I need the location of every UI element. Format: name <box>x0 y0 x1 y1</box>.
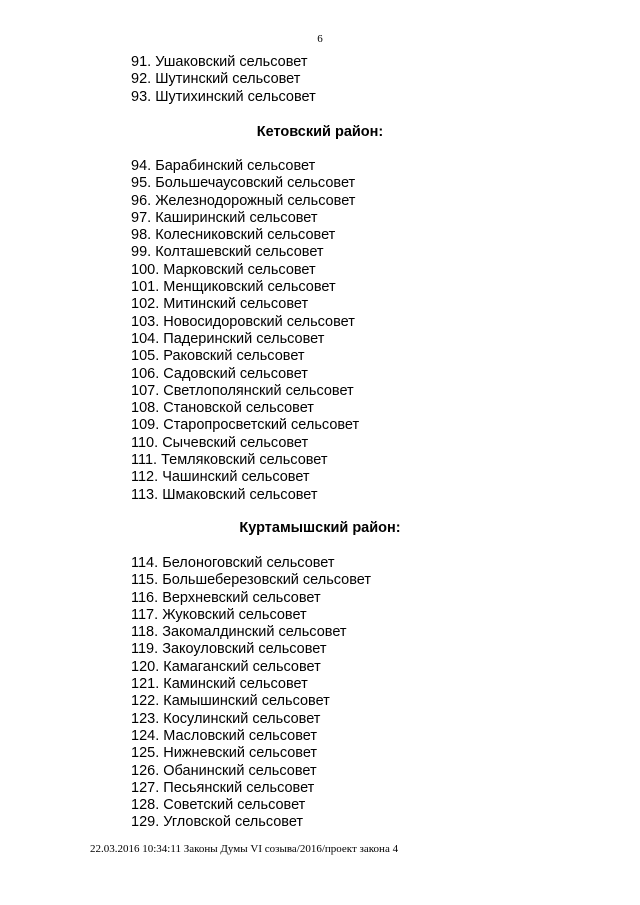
settlement-item <box>131 659 371 676</box>
settlement-item <box>131 763 371 780</box>
item-number: 127. <box>131 779 160 796</box>
section-heading-ketovsky: Кетовский район: <box>256 124 384 140</box>
item-number: 111. <box>131 452 158 469</box>
settlement-item <box>131 210 359 227</box>
settlement-item <box>131 71 316 88</box>
settlement-item <box>131 745 371 762</box>
item-number: 121. <box>131 676 160 693</box>
item-number: 93. <box>131 88 152 105</box>
item-number: 102. <box>131 296 160 313</box>
document-footer: 22.03.2016 10:34:11 Законы Думы VI созыва/2016/проект закона 4 <box>90 843 399 855</box>
settlement-name: Камышинский сельсовет <box>163 693 330 710</box>
item-number: 108. <box>131 400 160 417</box>
settlement-name: Ушаковский сельсовет <box>155 54 308 70</box>
item-number: 98. <box>131 227 152 244</box>
settlement-name: Большечаусовский сельсовет <box>155 175 356 192</box>
settlement-item <box>131 296 359 313</box>
item-number: 116. <box>131 589 159 606</box>
settlement-item <box>131 452 359 469</box>
settlement-list-continued <box>131 54 316 106</box>
settlement-item <box>131 797 371 814</box>
item-number: 103. <box>131 313 160 330</box>
settlement-name: Новосидоровский сельсовет <box>163 313 355 330</box>
item-number: 118. <box>131 624 159 641</box>
settlement-name: Каширинский сельсовет <box>155 209 318 226</box>
settlement-name: Становской сельсовет <box>163 400 314 417</box>
settlement-item <box>131 193 359 210</box>
section-heading-kurtamyshsky: Куртамышский район: <box>239 520 401 536</box>
item-number: 91. <box>131 54 152 70</box>
settlement-name: Шутинский сельсовет <box>155 71 301 88</box>
settlement-item <box>131 780 371 797</box>
settlement-item <box>131 641 371 658</box>
item-number: 105. <box>131 348 160 365</box>
item-number: 107. <box>131 382 160 399</box>
settlement-name: Садовский сельсовет <box>163 365 308 382</box>
settlement-name: Закомалдинский сельсовет <box>162 624 347 641</box>
item-number: 119. <box>131 641 159 658</box>
settlement-item <box>131 607 371 624</box>
item-number: 115. <box>131 572 159 589</box>
settlement-item <box>131 400 359 417</box>
item-number: 129. <box>131 814 160 831</box>
settlement-name: Косулинский сельсовет <box>163 710 321 727</box>
page-number: 6 <box>317 33 323 45</box>
settlement-item <box>131 728 371 745</box>
settlement-item <box>131 89 316 106</box>
item-number: 123. <box>131 710 160 727</box>
settlement-name: Большеберезовский сельсовет <box>162 572 372 589</box>
settlement-name: Советский сельсовет <box>163 797 306 814</box>
settlement-name: Шутихинский сельсовет <box>155 88 316 105</box>
settlement-name: Масловский сельсовет <box>163 727 317 744</box>
item-number: 110. <box>131 434 159 451</box>
settlement-name: Белоноговский сельсовет <box>162 555 335 571</box>
settlement-item <box>131 175 359 192</box>
settlement-name: Жуковский сельсовет <box>162 606 307 623</box>
settlement-name: Темляковский сельсовет <box>161 452 328 469</box>
settlement-item <box>131 383 359 400</box>
settlement-item <box>131 590 371 607</box>
settlement-item <box>131 262 359 279</box>
settlement-name: Шмаковский сельсовет <box>162 486 318 503</box>
item-number: 106. <box>131 365 160 382</box>
settlement-item <box>131 227 359 244</box>
settlement-name: Сычевский сельсовет <box>162 434 309 451</box>
settlement-item <box>131 314 359 331</box>
settlement-item <box>131 555 371 572</box>
settlement-name: Песьянский сельсовет <box>163 779 315 796</box>
settlement-item <box>131 572 371 589</box>
item-number: 96. <box>131 192 152 209</box>
item-number: 122. <box>131 693 160 710</box>
settlement-item <box>131 279 359 296</box>
settlement-item <box>131 54 316 71</box>
settlement-name: Камаганский сельсовет <box>163 658 321 675</box>
settlement-name: Старопросветский сельсовет <box>163 417 360 434</box>
item-number: 95. <box>131 175 152 192</box>
settlement-name: Падеринский сельсовет <box>163 330 325 347</box>
item-number: 101. <box>131 279 160 296</box>
item-number: 120. <box>131 658 160 675</box>
settlement-item <box>131 331 359 348</box>
settlement-name: Светлополянский сельсовет <box>163 382 354 399</box>
settlement-name: Угловской сельсовет <box>163 814 304 831</box>
item-number: 100. <box>131 261 160 278</box>
settlement-item <box>131 676 371 693</box>
settlement-item <box>131 366 359 383</box>
settlement-name: Верхневский сельсовет <box>162 589 321 606</box>
settlement-name: Менщиковский сельсовет <box>163 279 336 296</box>
settlement-name: Каминский сельсовет <box>163 676 308 693</box>
settlement-item <box>131 158 359 175</box>
settlement-item <box>131 711 371 728</box>
item-number: 126. <box>131 762 160 779</box>
item-number: 112. <box>131 469 159 486</box>
settlement-item <box>131 693 371 710</box>
settlement-list-ketovsky <box>131 158 359 504</box>
item-number: 99. <box>131 244 152 261</box>
settlement-name: Колесниковский сельсовет <box>155 227 336 244</box>
item-number: 94. <box>131 158 152 174</box>
settlement-name: Закоуловский сельсовет <box>162 641 327 658</box>
item-number: 125. <box>131 745 160 762</box>
settlement-item <box>131 244 359 261</box>
settlement-name: Раковский сельсовет <box>163 348 305 365</box>
item-number: 92. <box>131 71 152 88</box>
settlement-name: Железнодорожный сельсовет <box>155 192 356 209</box>
settlement-name: Колташевский сельсовет <box>155 244 324 261</box>
settlement-name: Чашинский сельсовет <box>162 469 310 486</box>
item-number: 114. <box>131 555 159 571</box>
settlement-item <box>131 814 371 831</box>
settlement-item <box>131 417 359 434</box>
item-number: 104. <box>131 330 160 347</box>
settlement-name: Митинский сельсовет <box>163 296 309 313</box>
settlement-item <box>131 487 359 504</box>
settlement-item <box>131 469 359 486</box>
settlement-item <box>131 348 359 365</box>
settlement-name: Барабинский сельсовет <box>155 158 316 174</box>
item-number: 113. <box>131 486 159 503</box>
settlement-name: Марковский сельсовет <box>163 261 316 278</box>
item-number: 97. <box>131 209 152 226</box>
settlement-name: Обанинский сельсовет <box>163 762 317 779</box>
item-number: 128. <box>131 797 160 814</box>
settlement-name: Нижневский сельсовет <box>163 745 318 762</box>
settlement-item <box>131 624 371 641</box>
settlement-item <box>131 435 359 452</box>
item-number: 124. <box>131 727 160 744</box>
settlement-list-kurtamyshsky <box>131 555 371 832</box>
item-number: 117. <box>131 606 159 623</box>
item-number: 109. <box>131 417 160 434</box>
